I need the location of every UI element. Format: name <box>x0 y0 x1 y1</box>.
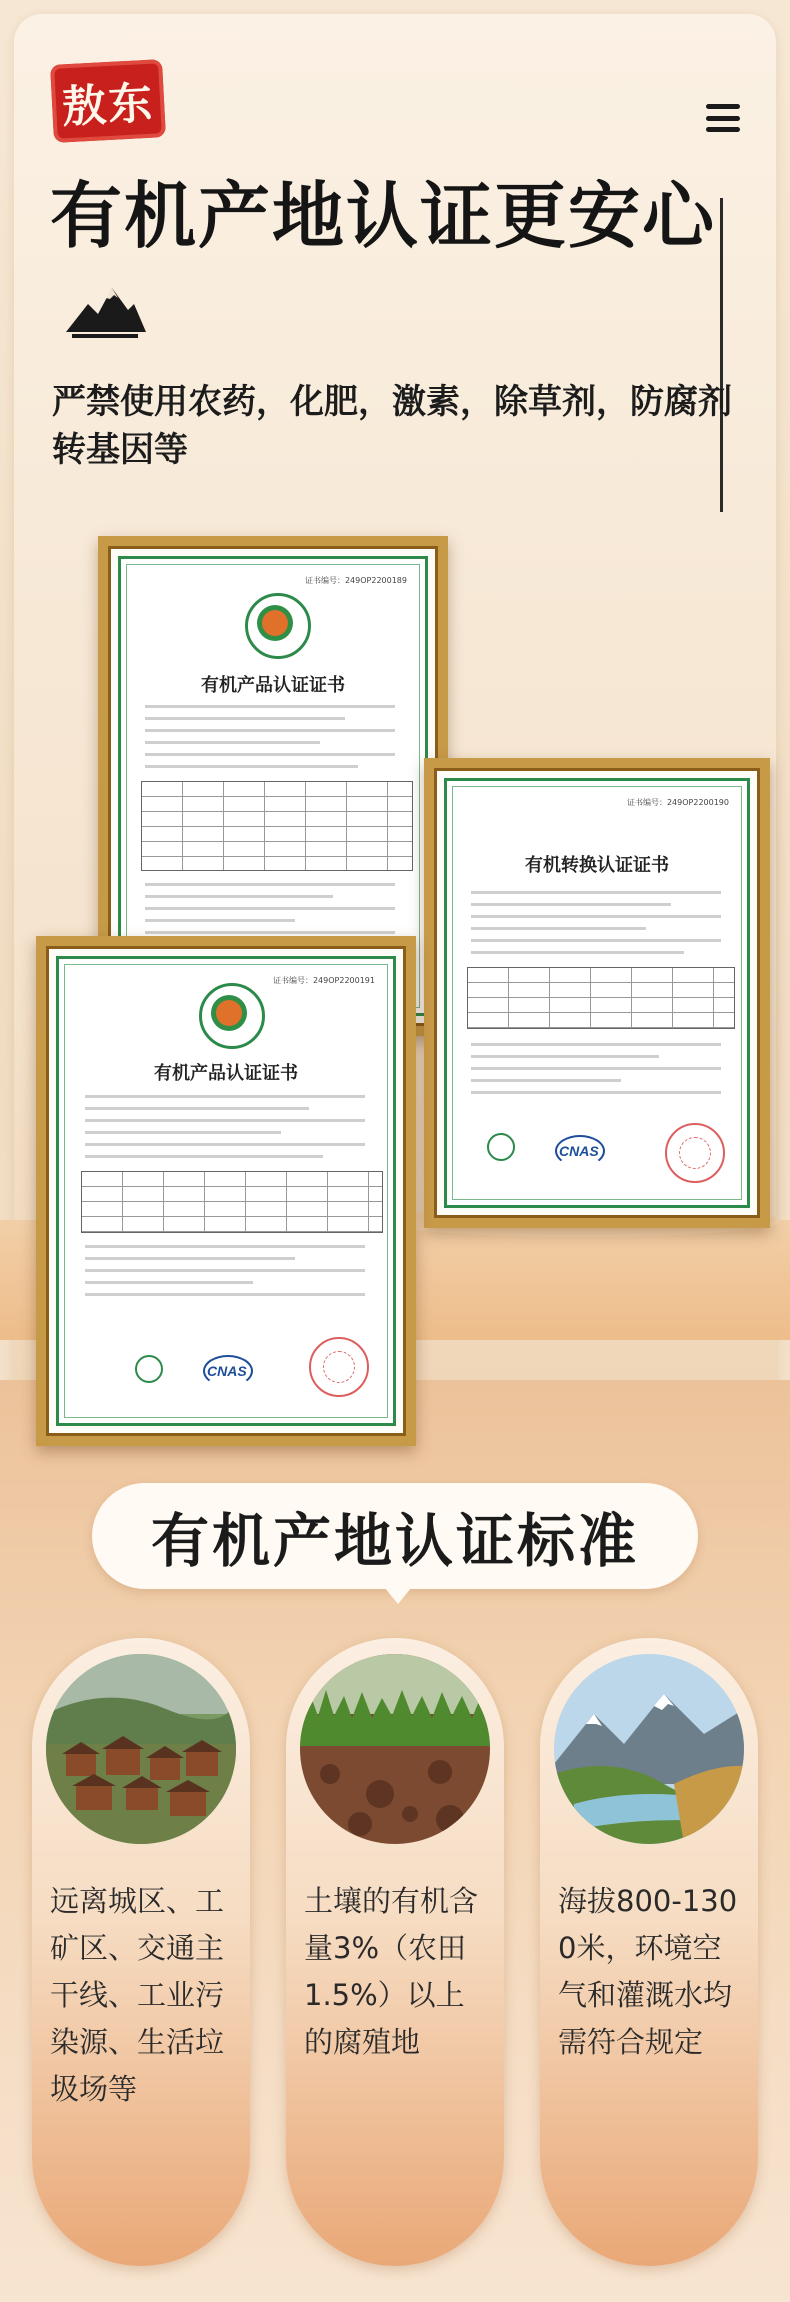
certificate-title: 有机产品认证证书 <box>201 675 345 696</box>
certificate-table <box>141 781 413 871</box>
certification-logo-icon <box>487 1133 515 1161</box>
certificate-text-lines <box>85 1095 365 1167</box>
standards-heading: 有机产地认证标准 <box>150 1507 639 1575</box>
standard-card-location <box>32 1638 250 2266</box>
standard-card-altitude <box>540 1638 758 2266</box>
brand-logo-text: 敖东 <box>60 77 156 134</box>
prohibited-list: 严禁使用农药，化肥，激素，除草剂，防腐剂转基因等 <box>52 382 732 470</box>
banner-pointer <box>380 1582 416 1604</box>
certificate-conversion <box>424 758 770 1228</box>
certificate-title: 有机产品认证证书 <box>154 1063 298 1084</box>
organic-badge-icon <box>245 593 311 659</box>
standard-card-soil <box>286 1638 504 2266</box>
certification-logo-icon <box>135 1355 163 1383</box>
page-title: 有机产地认证更安心 <box>50 173 717 258</box>
certificate-text-lines <box>471 891 721 963</box>
certificate-organic-2 <box>36 936 416 1446</box>
mountain-lake-photo-icon <box>554 1654 744 1844</box>
certificate-table <box>81 1171 383 1233</box>
standard-text: 海拔800-1300米，环境空气和灌溉水均需符合规定 <box>558 1884 738 2059</box>
certificate-table <box>467 967 735 1029</box>
soil-photo-icon <box>300 1654 490 1844</box>
standard-text: 土壤的有机含量3%（农田1.5%）以上的腐殖地 <box>304 1884 479 2059</box>
certificate-number: 证书编号：249OP2200191 <box>272 976 375 985</box>
mountain-icon <box>66 280 146 340</box>
village-photo-icon <box>46 1654 236 1844</box>
organic-badge-icon <box>199 983 265 1049</box>
certificate-text-lines <box>471 1043 721 1103</box>
red-seal-icon <box>665 1123 725 1183</box>
cnas-logo-icon: CNAS <box>207 1363 247 1379</box>
red-seal-icon <box>309 1337 369 1397</box>
certificate-number: 证书编号：249OP2200190 <box>626 798 729 807</box>
certificate-number: 证书编号：249OP2200189 <box>304 576 407 585</box>
standards-banner <box>92 1483 698 1589</box>
menu-icon[interactable] <box>706 104 740 132</box>
certificate-text-lines <box>145 883 395 943</box>
standard-text: 远离城区、工矿区、交通主干线、工业污染源、生活垃圾场等 <box>50 1884 225 2106</box>
certificate-text-lines <box>85 1245 365 1305</box>
brand-logo <box>50 59 166 143</box>
certificate-text-lines <box>145 705 395 777</box>
cnas-logo-icon: CNAS <box>559 1143 599 1159</box>
certificate-title: 有机转换认证证书 <box>525 855 669 876</box>
